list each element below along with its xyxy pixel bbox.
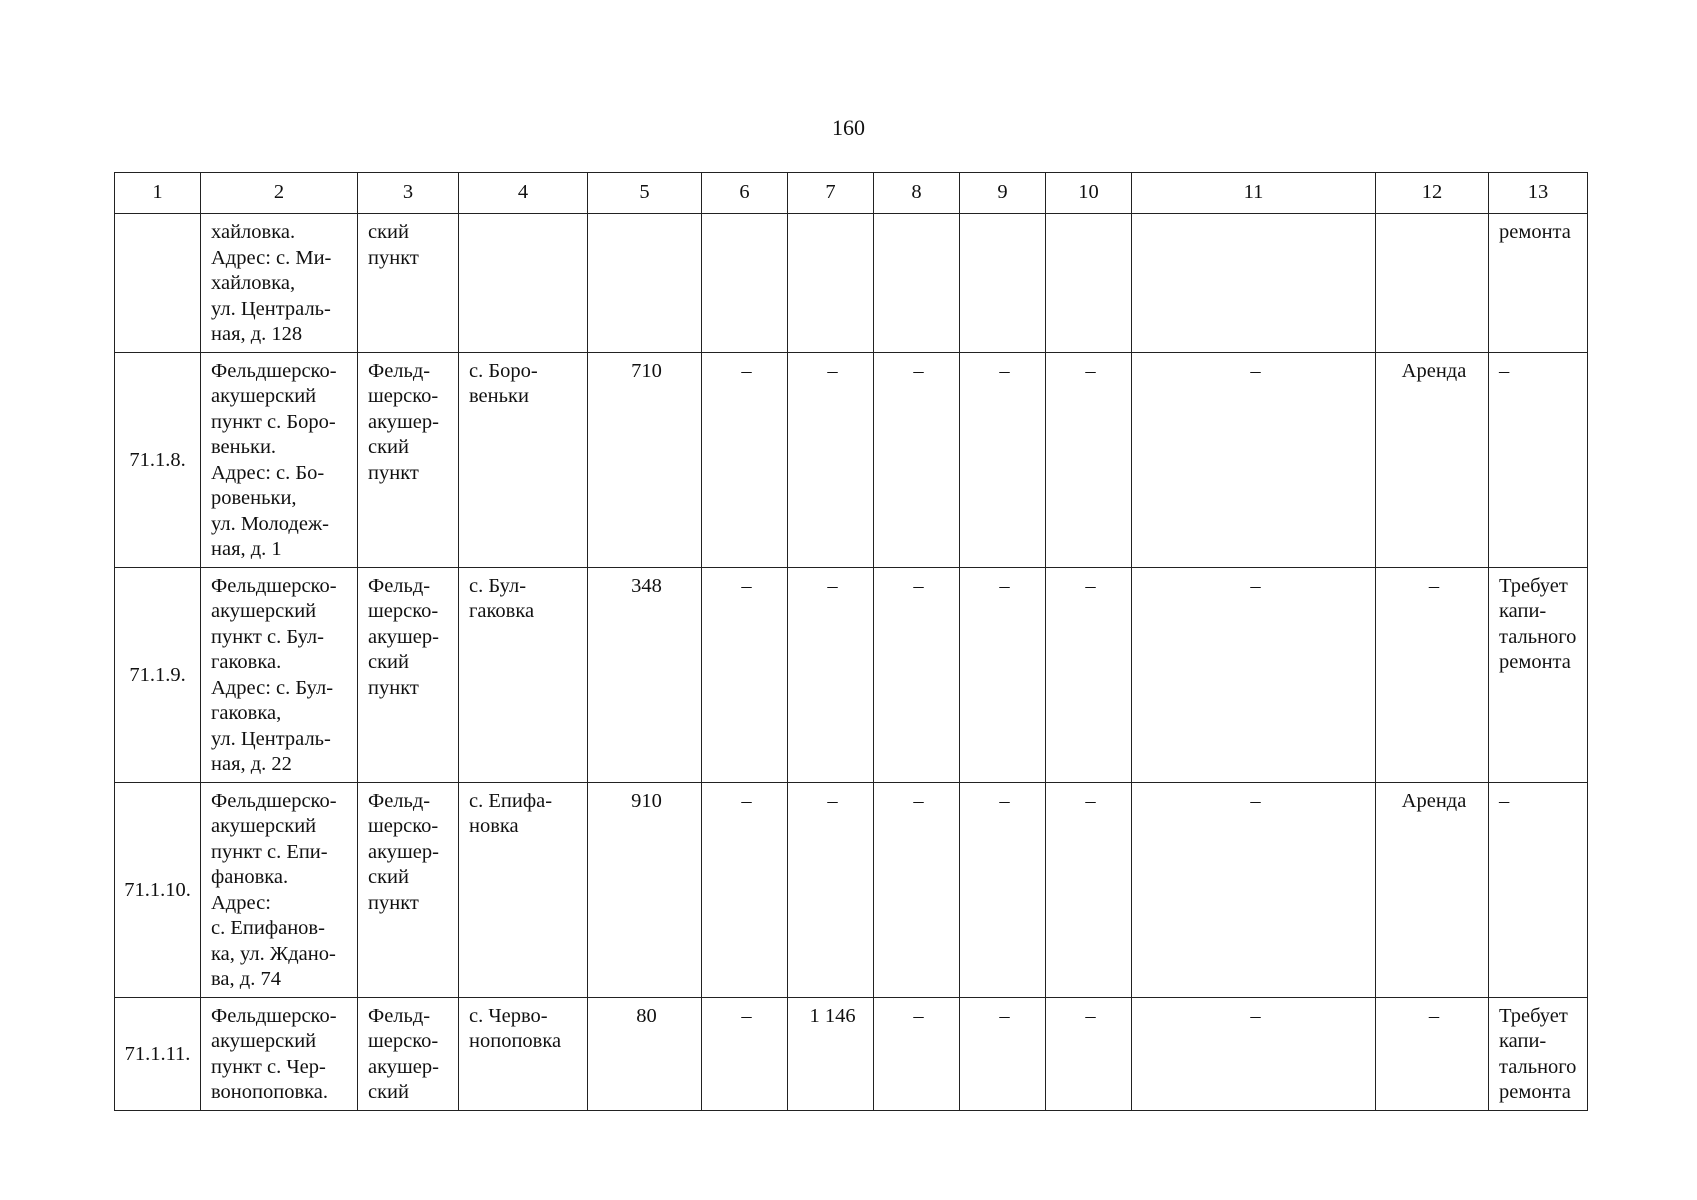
facility-type-cell-line: Фельд- [368,789,431,812]
value-cell-5: 348 [588,567,702,782]
facility-name-cell-line: хайловка. [211,221,296,243]
facility-name-cell [201,214,358,353]
value-cell-9 [960,214,1046,353]
facility-name-cell-line: ка, ул. Жданo- [211,942,336,965]
column-number-1: 1 [115,173,201,214]
location-cell-line: с. Черво- [469,1004,548,1027]
value-cell-12: Аренда [1376,352,1489,567]
table-row [115,997,1588,1110]
value-cell-8 [874,214,960,353]
value-cell-11: – [1132,352,1376,567]
facility-name-cell-line: ровеньки, [211,487,297,509]
facility-name-cell-line: вонопоповка. [211,1081,329,1103]
facility-type-cell-line: акушер- [368,1055,439,1078]
facility-name-cell-line: акушерский [211,385,317,407]
condition-cell [1489,997,1588,1110]
column-number-5: 5 [588,173,702,214]
facility-type-cell-line: ский [368,436,409,458]
facility-name-cell-line: веньки. [211,436,277,458]
row-id-cell [115,214,201,353]
facility-type-cell-line: Фельд- [368,1004,431,1027]
condition-cell-line: капи- [1499,1030,1547,1052]
table-row [115,567,1588,782]
location-cell-line: новка [469,815,519,837]
condition-cell-line: ремонта [1499,221,1571,243]
value-cell-7 [788,214,874,353]
facility-type-cell [358,214,459,353]
facility-name-cell-line: акушерский [211,815,317,837]
location-cell-line: с. Боро- [469,359,538,382]
facility-type-cell-line: Фельд- [368,359,431,382]
condition-cell [1489,214,1588,353]
value-cell-12 [1376,214,1489,353]
facility-type-cell-line: пункт [368,676,419,699]
value-cell-10 [1046,214,1132,353]
column-number-12: 12 [1376,173,1489,214]
value-cell-6: – [702,352,788,567]
facility-type-cell-line: шерско- [368,600,439,622]
value-cell-7: – [788,352,874,567]
column-number-6: 6 [702,173,788,214]
location-cell-line: с. Епифа- [469,789,553,812]
condition-cell-line: тального [1499,1055,1577,1078]
facility-type-cell-line: акушер- [368,410,439,433]
condition-cell-line: ремонта [1499,1081,1571,1103]
location-cell-line: нопоповка [469,1030,562,1052]
condition-cell-line: Требует [1499,574,1568,597]
facility-type-cell [358,782,459,997]
value-cell-8: – [874,352,960,567]
facility-type-cell-line: ский [368,221,409,243]
facility-name-cell-line: ва, д. 74 [211,968,281,990]
facility-type-cell-line: ский [368,651,409,673]
facility-type-cell-line: Фельд- [368,574,431,597]
value-cell-5: 80 [588,997,702,1110]
column-number-9: 9 [960,173,1046,214]
value-cell-7: – [788,782,874,997]
facility-name-cell-line: фановка. [211,866,289,888]
condition-cell [1489,352,1588,567]
value-cell-5: 910 [588,782,702,997]
facility-type-cell-line: пункт [368,246,419,269]
facility-type-cell-line: шерско- [368,815,439,837]
value-cell-11: – [1132,997,1376,1110]
value-cell-10: – [1046,567,1132,782]
value-cell-9: – [960,352,1046,567]
column-number-7: 7 [788,173,874,214]
facility-type-cell-line: ский [368,1081,409,1103]
facilities-table [114,172,1588,1111]
facility-name-cell-line: Адрес: [211,891,271,914]
facility-type-cell-line: акушер- [368,625,439,648]
facility-type-cell [358,352,459,567]
column-number-10: 10 [1046,173,1132,214]
column-number-11: 11 [1132,173,1376,214]
facility-name-cell-line: хайловка, [211,272,296,294]
facility-name-cell-line: пункт с. Чер- [211,1055,326,1078]
condition-cell [1489,567,1588,782]
value-cell-5: 710 [588,352,702,567]
facility-name-cell-line: пункт с. Бул- [211,625,324,648]
row-id-cell: 71.1.11. [115,997,201,1110]
facility-type-cell [358,997,459,1110]
facility-name-cell-line: Фельдшерско- [211,574,337,597]
value-cell-10: – [1046,997,1132,1110]
column-number-3: 3 [358,173,459,214]
facility-name-cell-line: гаковка. [211,651,282,673]
value-cell-10: – [1046,352,1132,567]
facility-name-cell-line: акушерский [211,600,317,622]
value-cell-9: – [960,567,1046,782]
location-cell [459,567,588,782]
facility-name-cell-line: пункт с. Епи- [211,840,328,863]
condition-cell-line: капи- [1499,600,1547,622]
value-cell-12: – [1376,567,1489,782]
facility-name-cell-line: Адрес: с. Бо- [211,461,325,484]
value-cell-11: – [1132,782,1376,997]
table-row [115,782,1588,997]
condition-cell-line: – [1499,789,1510,812]
value-cell-11 [1132,214,1376,353]
condition-cell-line: Требует [1499,1004,1568,1027]
value-cell-5 [588,214,702,353]
row-id-cell: 71.1.9. [115,567,201,782]
column-number-2: 2 [201,173,358,214]
facility-name-cell [201,352,358,567]
facility-name-cell-line: Адрес: с. Ми- [211,246,332,269]
value-cell-8: – [874,567,960,782]
facility-name-cell-line: ная, д. 1 [211,538,282,560]
facility-type-cell-line: акушер- [368,840,439,863]
facility-type-cell-line: пункт [368,461,419,484]
facility-name-cell-line: Фельдшерско- [211,789,337,812]
condition-cell [1489,782,1588,997]
location-cell-line: с. Бул- [469,574,527,597]
table-row [115,214,1588,353]
value-cell-7: 1 146 [788,997,874,1110]
value-cell-6: – [702,782,788,997]
value-cell-12: – [1376,997,1489,1110]
value-cell-11: – [1132,567,1376,782]
facility-name-cell [201,997,358,1110]
condition-cell-line: ремонта [1499,651,1571,673]
facility-name-cell-line: Адрес: с. Бул- [211,676,334,699]
location-cell [459,352,588,567]
facility-name-cell-line: ная, д. 128 [211,323,303,345]
page-number: 160 [832,115,865,140]
location-cell-line: веньки [469,385,529,407]
value-cell-10: – [1046,782,1132,997]
table-row [115,352,1588,567]
facility-name-cell-line: гаковка, [211,702,282,724]
facility-name-cell-line: Фельдшерско- [211,359,337,382]
location-cell [459,214,588,353]
value-cell-9: – [960,997,1046,1110]
value-cell-7: – [788,567,874,782]
facility-type-cell-line: шерско- [368,1030,439,1052]
value-cell-6: – [702,567,788,782]
location-cell [459,782,588,997]
column-number-4: 4 [459,173,588,214]
row-id-cell: 71.1.8. [115,352,201,567]
facility-name-cell-line: ул. Централь- [211,297,331,320]
facility-name-cell-line: Фельдшерско- [211,1004,337,1027]
facility-name-cell-line: акушерский [211,1030,317,1052]
value-cell-6: – [702,997,788,1110]
value-cell-9: – [960,782,1046,997]
location-cell-line: гаковка [469,600,535,622]
facility-type-cell-line: пункт [368,891,419,914]
facility-type-cell [358,567,459,782]
column-number-8: 8 [874,173,960,214]
column-number-13: 13 [1489,173,1588,214]
condition-cell-line: – [1499,359,1510,382]
column-number-row [115,173,1588,214]
facility-name-cell-line: ул. Централь- [211,727,331,750]
facility-name-cell-line: ная, д. 22 [211,753,292,775]
facility-name-cell-line: пункт с. Боро- [211,410,336,433]
value-cell-8: – [874,997,960,1110]
row-id-cell: 71.1.10. [115,782,201,997]
facility-name-cell [201,782,358,997]
location-cell [459,997,588,1110]
facility-type-cell-line: шерско- [368,385,439,407]
condition-cell-line: тального [1499,625,1577,648]
facility-name-cell-line: ул. Молодеж- [211,512,329,535]
value-cell-8: – [874,782,960,997]
value-cell-6 [702,214,788,353]
facility-name-cell-line: с. Епифанов- [211,917,325,939]
facility-type-cell-line: ский [368,866,409,888]
facility-name-cell [201,567,358,782]
value-cell-12: Аренда [1376,782,1489,997]
